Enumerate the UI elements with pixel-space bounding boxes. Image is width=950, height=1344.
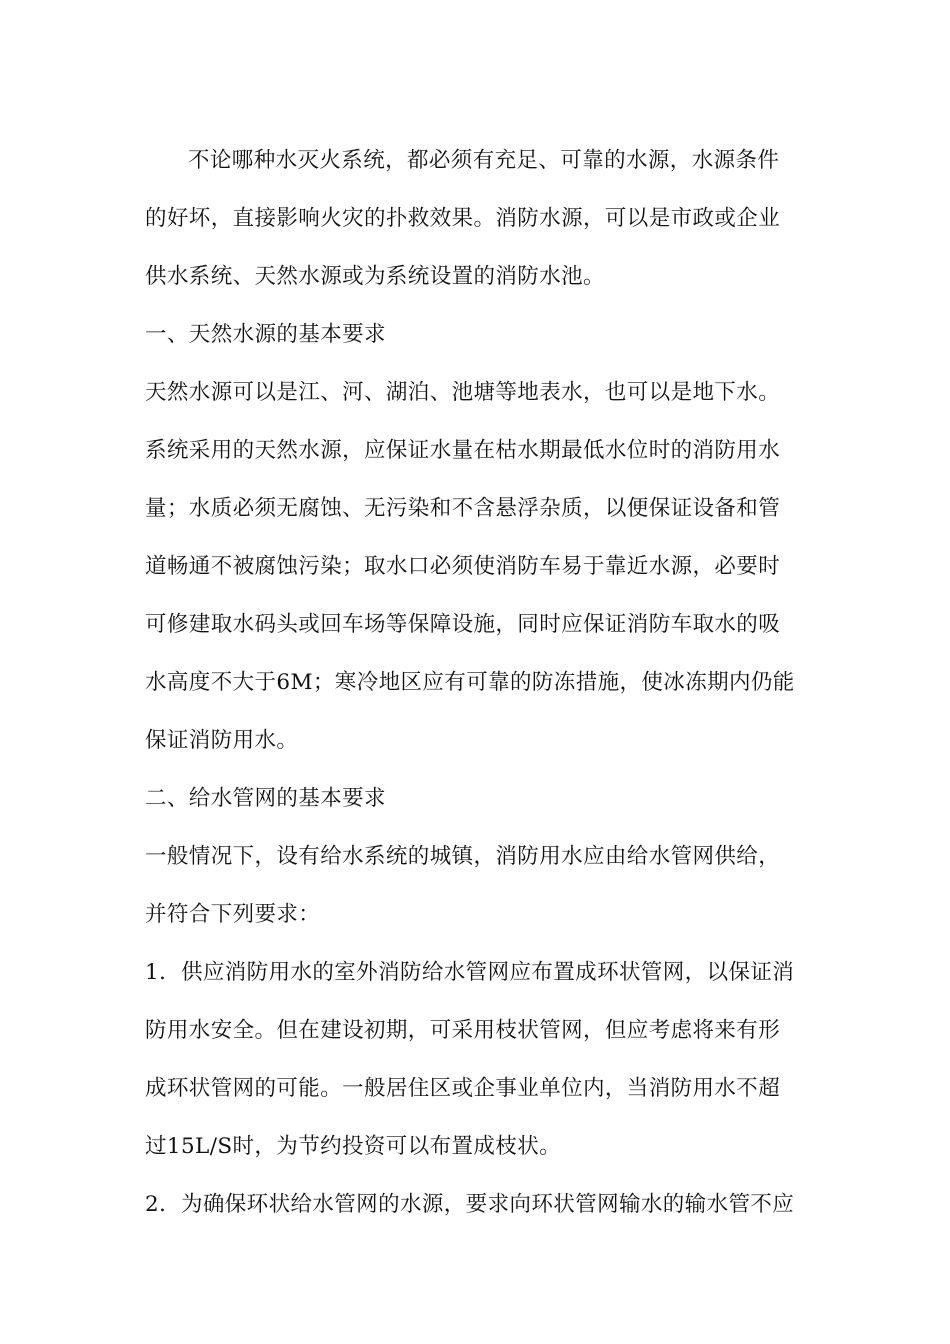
paragraph-natural-water-line-3: 量；水质必须无腐蚀、无污染和不含悬浮杂质，以便保证设备和管 (145, 496, 781, 521)
list-item-1-line-1: 1．供应消防用水的室外消防给水管网应布置成环状管网，以保证消 (145, 960, 795, 985)
section-heading-pipe-network: 二、给水管网的基本要求 (145, 786, 386, 811)
paragraph-pipe-network-line-2: 并符合下列要求： (145, 902, 321, 927)
paragraph-natural-water-line-7: 保证消防用水。 (145, 728, 299, 753)
paragraph-intro-line-2: 的好坏，直接影响火灾的扑救效果。消防水源，可以是市政或企业 (145, 206, 781, 231)
paragraph-natural-water-line-1: 天然水源可以是江、河、湖泊、池塘等地表水，也可以是地下水。 (145, 380, 781, 405)
paragraph-natural-water-line-5: 可修建取水码头或回车场等保障设施，同时应保证消防车取水的吸 (145, 612, 781, 637)
list-item-1-line-2: 防用水安全。但在建设初期，可采用枝状管网，但应考虑将来有形 (145, 1018, 781, 1043)
paragraph-pipe-network-line-1: 一般情况下，设有给水系统的城镇，消防用水应由给水管网供给， (145, 844, 781, 869)
document-body (145, 132, 810, 1234)
paragraph-intro-line-1: 不论哪种水灭火系统，都必须有充足、可靠的水源，水源条件 (188, 148, 780, 173)
paragraph-natural-water-line-6: 水高度不大于6M；寒冷地区应有可靠的防冻措施，使冰冻期内仍能 (145, 670, 795, 695)
paragraph-natural-water-line-2: 系统采用的天然水源，应保证水量在枯水期最低水位时的消防用水 (145, 438, 781, 463)
paragraph-natural-water-line-4: 道畅通不被腐蚀污染；取水口必须使消防车易于靠近水源，必要时 (145, 554, 781, 579)
list-item-1-line-4: 过15L/S时，为节约投资可以布置成枝状。 (145, 1134, 562, 1159)
section-heading-natural-water: 一、天然水源的基本要求 (145, 322, 386, 347)
paragraph-intro-line-3: 供水系统、天然水源或为系统设置的消防水池。 (145, 264, 605, 289)
list-item-2-line-1: 2．为确保环状给水管网的水源，要求向环状管网输水的输水管不应 (145, 1192, 795, 1217)
list-item-1-line-3: 成环状管网的可能。一般居住区或企事业单位内，当消防用水不超 (145, 1076, 781, 1101)
